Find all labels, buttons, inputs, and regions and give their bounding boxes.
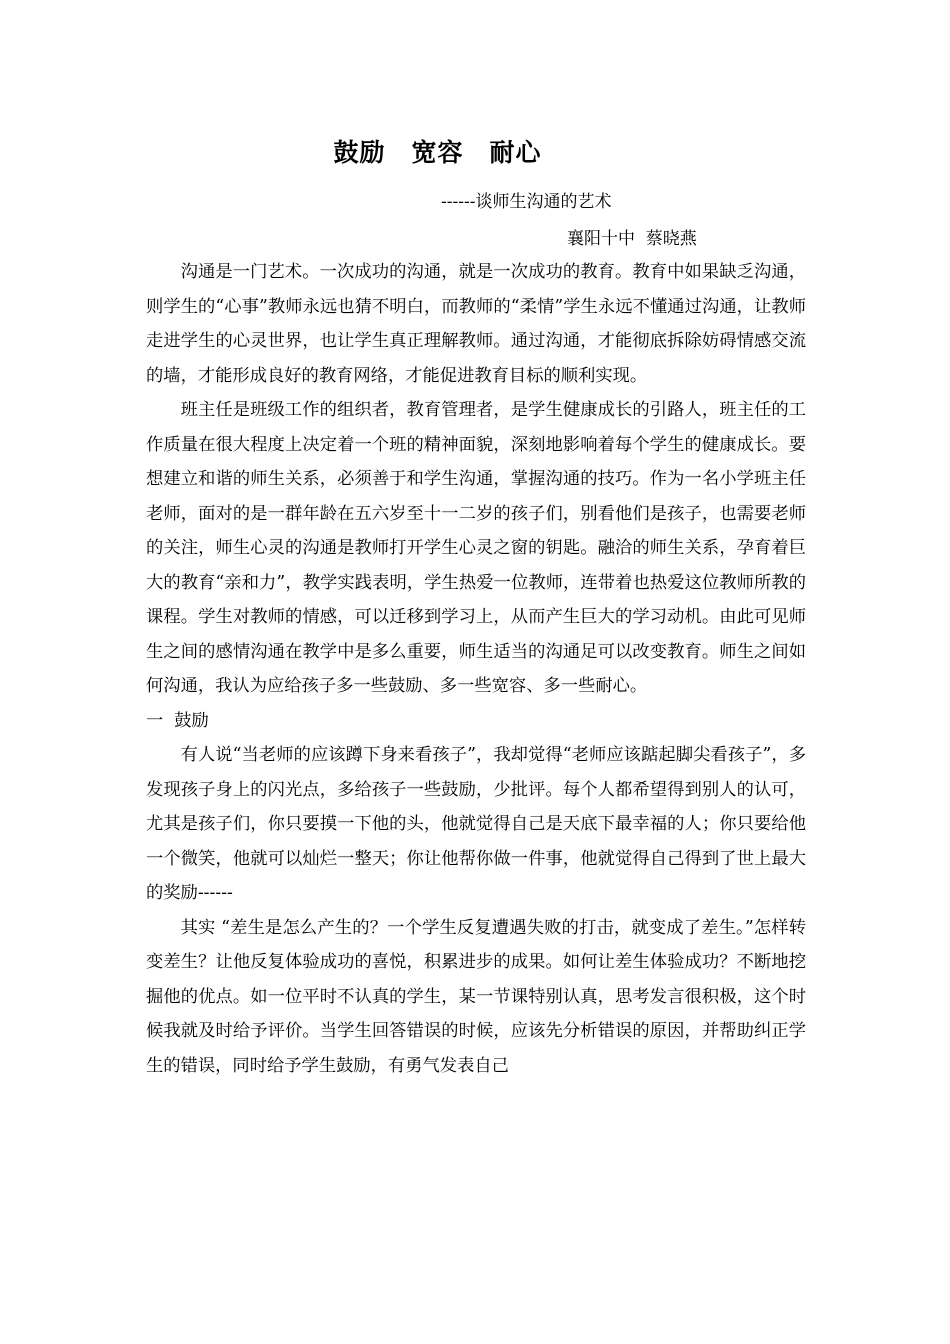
document-subtitle: ------谈师生沟通的艺术	[441, 192, 612, 212]
document-author: 襄阳十中 蔡晓燕	[567, 229, 697, 249]
paragraph-weak-students: 其实 “差生是怎么产生的？一个学生反复遭遇失败的打击，就变成了差生。”怎样转变差生？让他反复体验成功的喜悦，积累进步的成果。如何让差生体验成功？不断地挖掘他的优点。如一位平时不认真的学生，某一节课特别认真，思考发言很积极，这个时候我就及时给予评价。当学生回答错误的时候，应该先分析错误的原因，并帮助纠正学生的错误，同时给予学生鼓励，有勇气发表自己	[146, 917, 806, 1076]
paragraph-encouragement: 有人说“当老师的应该蹲下身来看孩子”，我却觉得“老师应该踮起脚尖看孩子”，多发现孩子身上的闪光点，多给孩子一些鼓励，少批评。每个人都希望得到别人的认可，尤其是孩子们，你只要摸一下他的头，他就觉得自己是天底下最幸福的人；你只要给他一个微笑，他就可以灿烂一整天；你让他帮你做一件事，他就觉得自己得到了世上最大的奖励------	[146, 745, 806, 903]
paragraph-head-teacher: 班主任是班级工作的组织者，教育管理者，是学生健康成长的引路人，班主任的工作质量在很大程度上决定着一个班的精神面貌，深刻地影响着每个学生的健康成长。要想建立和谐的师生关系，必须善于和学生沟通，掌握沟通的技巧。作为一名小学班主任老师，面对的是一群年龄在五六岁至十一二岁的孩子们，别看他们是孩子，也需要老师的关注，师生心灵的沟通是教师打开学生心灵之窗的钥匙。融洽的师生关系，孕育着巨大的教育“亲和力”，教学实践表明，学生热爱一位教师，连带着也热爱这位教师所教的课程。学生对教师的情感，可以迁移到学习上，从而产生巨大的学习动机。由此可见师生之间的感情沟通在教学中是多么重要，师生适当的沟通足可以改变教育。师生之间如何沟通，我认为应给孩子多一些鼓励、多一些宽容、多一些耐心。	[146, 400, 806, 696]
document-title: 鼓励 宽容 耐心	[333, 138, 542, 167]
section-heading: 一 鼓励	[146, 710, 209, 731]
document-body	[146, 255, 806, 1083]
paragraph-intro: 沟通是一门艺术。一次成功的沟通，就是一次成功的教育。教育中如果缺乏沟通，则学生的“心事”教师永远也猜不明白，而教师的“柔情”学生永远不懂通过沟通，让教师走进学生的心灵世界，也让学生真正理解教师。通过沟通，才能彻底拆除妨碍情感交流的墙，才能形成良好的教育网络，才能促进教育目标的顺利实现。	[146, 262, 806, 386]
